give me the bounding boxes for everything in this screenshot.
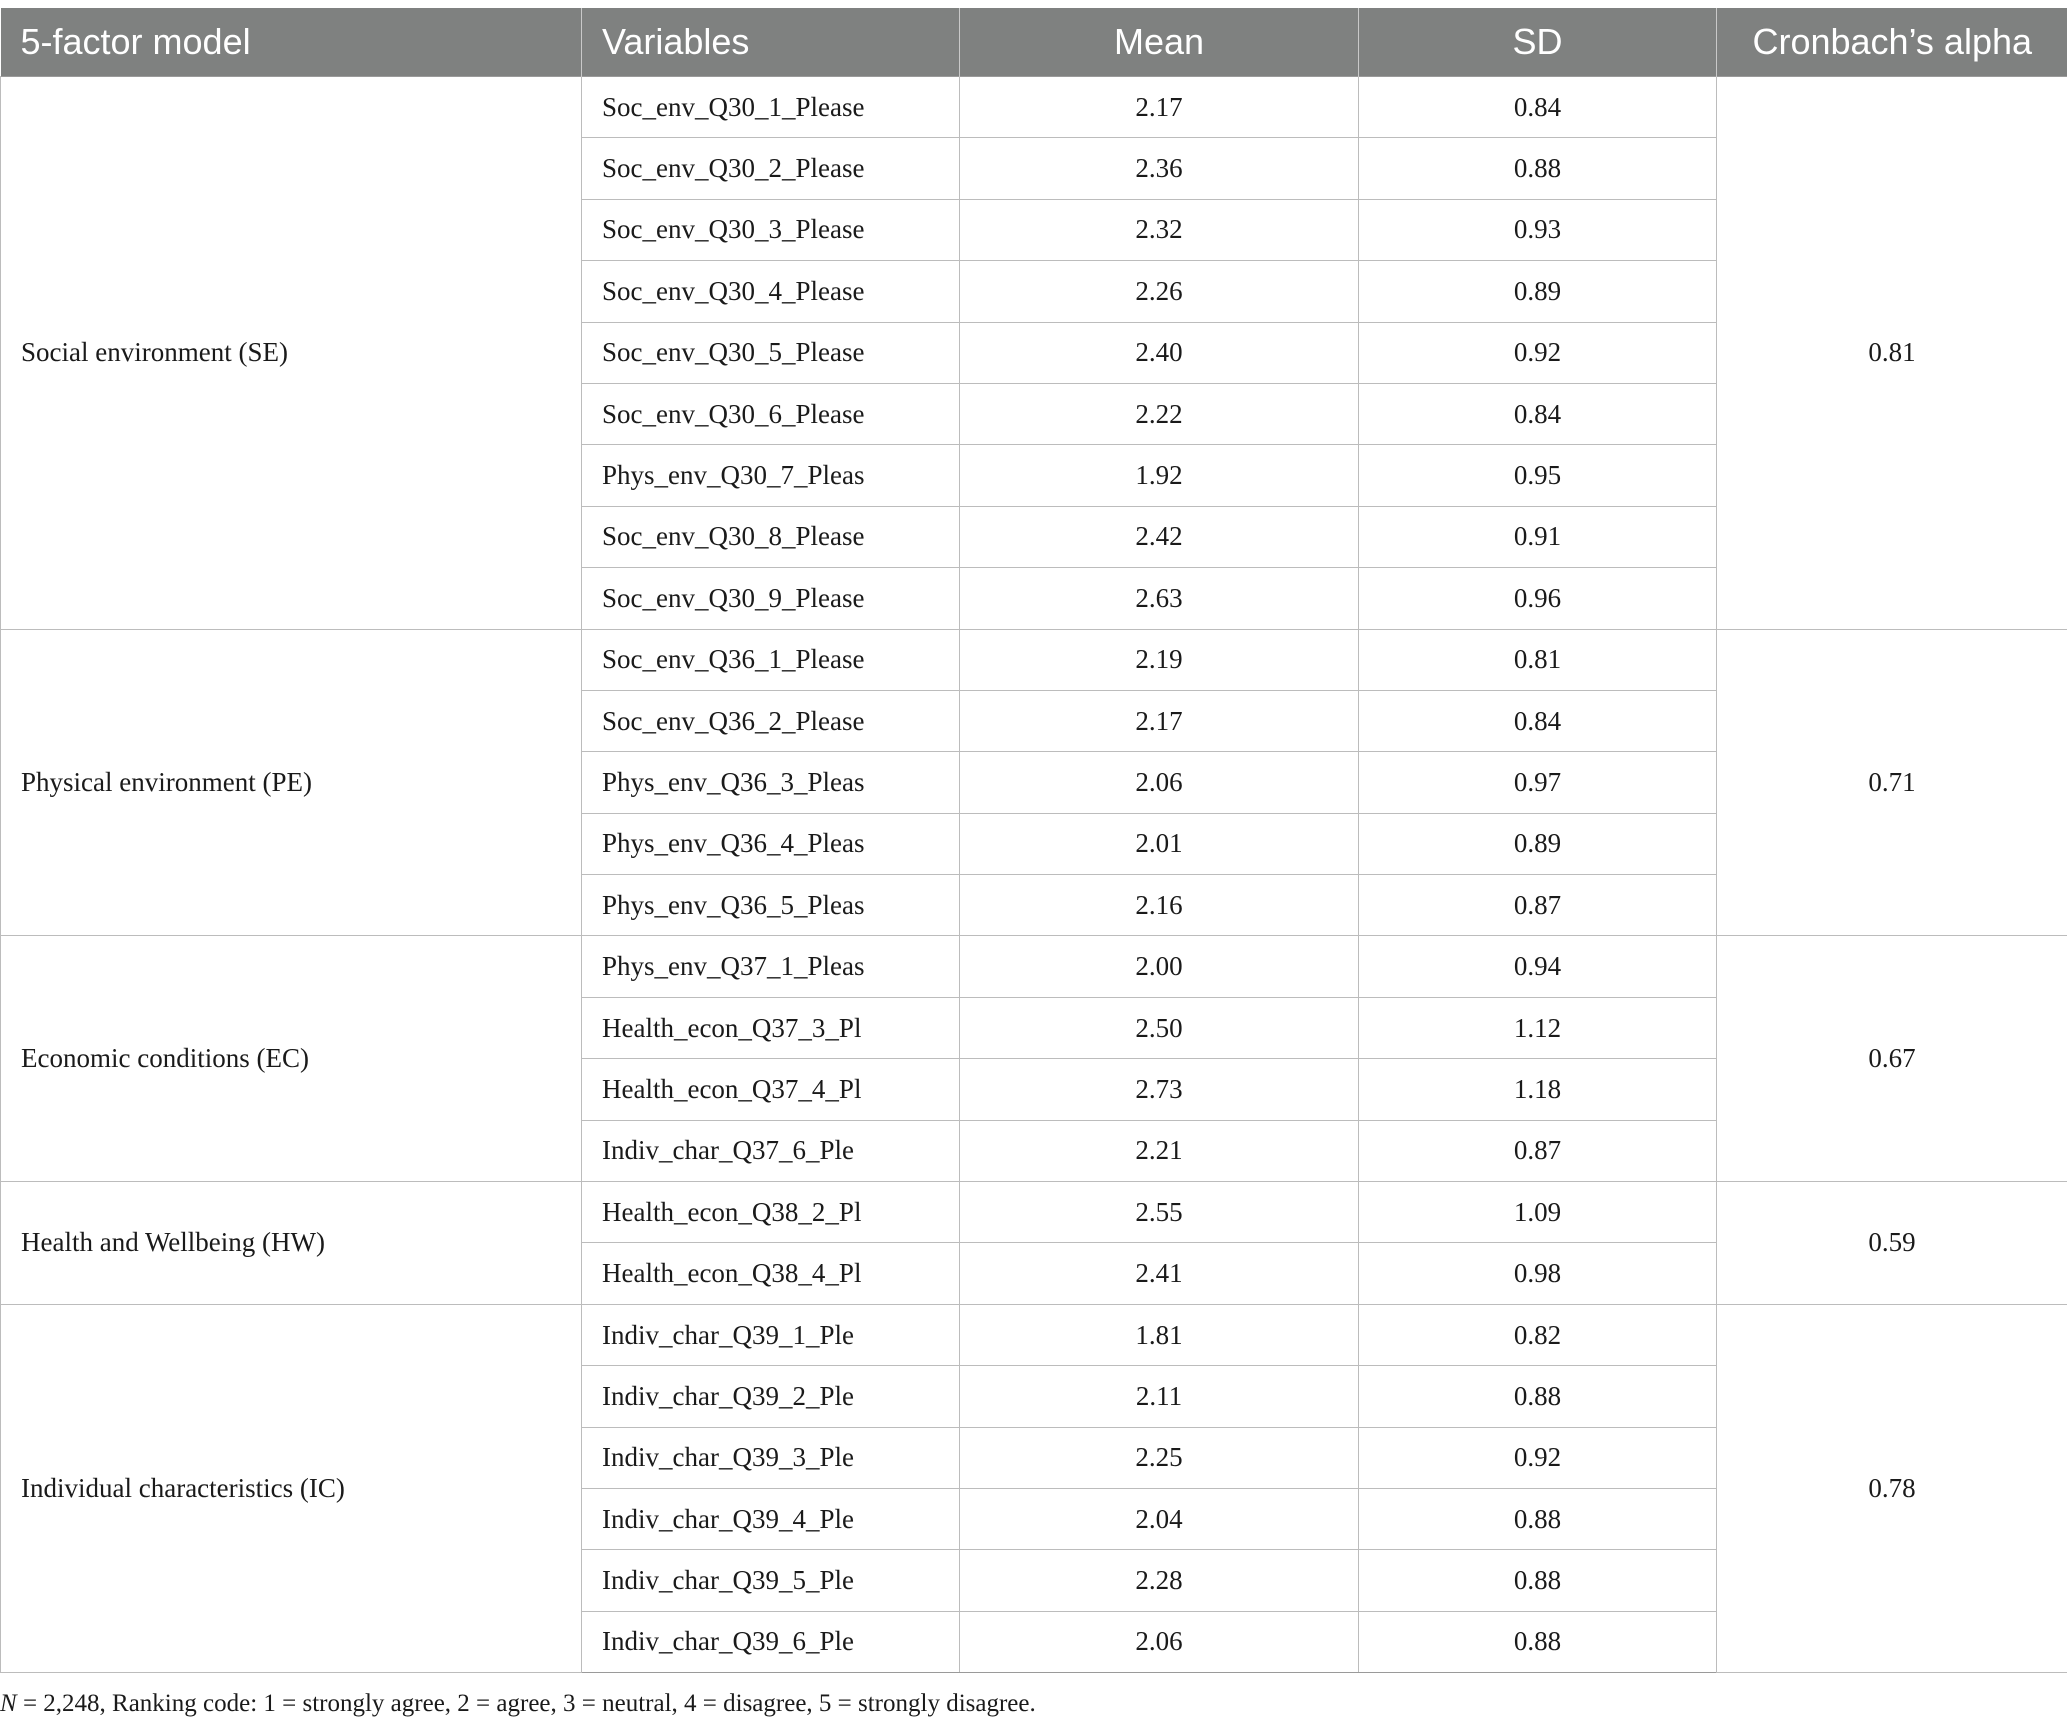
- variable-cell: Soc_env_Q30_5_Please: [582, 322, 960, 383]
- sd-cell: 0.87: [1359, 1120, 1717, 1181]
- variable-cell: Health_econ_Q37_4_Pl: [582, 1059, 960, 1120]
- sd-cell: 0.91: [1359, 506, 1717, 567]
- sd-cell: 0.89: [1359, 261, 1717, 322]
- mean-cell: 2.00: [960, 936, 1359, 997]
- stats-table: [0, 8, 2067, 1673]
- variable-cell: Phys_env_Q37_1_Pleas: [582, 936, 960, 997]
- variable-cell: Soc_env_Q30_2_Please: [582, 138, 960, 199]
- variable-cell: Soc_env_Q30_9_Please: [582, 568, 960, 629]
- variable-cell: Indiv_char_Q39_5_Ple: [582, 1550, 960, 1611]
- mean-cell: 2.21: [960, 1120, 1359, 1181]
- sd-cell: 0.82: [1359, 1304, 1717, 1365]
- table-row: [1, 1182, 2067, 1243]
- mean-cell: 2.55: [960, 1182, 1359, 1243]
- factor-cell: Economic conditions (EC): [1, 936, 582, 1182]
- variable-cell: Indiv_char_Q39_2_Ple: [582, 1366, 960, 1427]
- variable-cell: Indiv_char_Q37_6_Ple: [582, 1120, 960, 1181]
- table-footnote: [0, 1690, 1036, 1718]
- variable-cell: Soc_env_Q30_8_Please: [582, 506, 960, 567]
- variable-cell: Health_econ_Q37_3_Pl: [582, 997, 960, 1058]
- header-mean: Mean: [960, 8, 1359, 77]
- mean-cell: 2.16: [960, 875, 1359, 936]
- sd-cell: 1.18: [1359, 1059, 1717, 1120]
- table-body: [1, 77, 2067, 1673]
- sd-cell: 0.88: [1359, 1611, 1717, 1672]
- factor-cell: Social environment (SE): [1, 77, 582, 630]
- header-sd: SD: [1359, 8, 1717, 77]
- sd-cell: 0.88: [1359, 1366, 1717, 1427]
- table-header: [1, 8, 2067, 77]
- alpha-cell: 0.67: [1717, 936, 2067, 1182]
- footnote-n-symbol: N: [0, 1690, 17, 1717]
- factor-cell: Physical environment (PE): [1, 629, 582, 936]
- mean-cell: 2.17: [960, 690, 1359, 751]
- sd-cell: 0.88: [1359, 138, 1717, 199]
- footnote-text: = 2,248, Ranking code: 1 = strongly agree, 2 = agree, 3 = neutral, 4 = disagree, 5 = strongly disagree.: [16, 1690, 1036, 1717]
- sd-cell: 1.12: [1359, 997, 1717, 1058]
- sd-cell: 0.93: [1359, 199, 1717, 260]
- mean-cell: 2.41: [960, 1243, 1359, 1304]
- mean-cell: 2.73: [960, 1059, 1359, 1120]
- sd-cell: 0.88: [1359, 1488, 1717, 1549]
- table-row: [1, 77, 2067, 138]
- sd-cell: 0.92: [1359, 322, 1717, 383]
- mean-cell: 1.92: [960, 445, 1359, 506]
- mean-cell: 2.50: [960, 997, 1359, 1058]
- mean-cell: 2.32: [960, 199, 1359, 260]
- header-cronbach-alpha: Cronbach’s alpha: [1717, 8, 2067, 77]
- mean-cell: 2.42: [960, 506, 1359, 567]
- sd-cell: 0.96: [1359, 568, 1717, 629]
- mean-cell: 1.81: [960, 1304, 1359, 1365]
- variable-cell: Soc_env_Q30_3_Please: [582, 199, 960, 260]
- mean-cell: 2.01: [960, 813, 1359, 874]
- mean-cell: 2.04: [960, 1488, 1359, 1549]
- sd-cell: 0.84: [1359, 77, 1717, 138]
- sd-cell: 0.94: [1359, 936, 1717, 997]
- sd-cell: 0.88: [1359, 1550, 1717, 1611]
- variable-cell: Phys_env_Q36_3_Pleas: [582, 752, 960, 813]
- mean-cell: 2.11: [960, 1366, 1359, 1427]
- alpha-cell: 0.81: [1717, 77, 2067, 630]
- variable-cell: Soc_env_Q36_2_Please: [582, 690, 960, 751]
- mean-cell: 2.19: [960, 629, 1359, 690]
- variable-cell: Soc_env_Q30_4_Please: [582, 261, 960, 322]
- table-row: [1, 936, 2067, 997]
- mean-cell: 2.40: [960, 322, 1359, 383]
- sd-cell: 0.84: [1359, 690, 1717, 751]
- variable-cell: Soc_env_Q30_6_Please: [582, 383, 960, 444]
- header-factor-model: 5-factor model: [1, 8, 582, 77]
- variable-cell: Indiv_char_Q39_1_Ple: [582, 1304, 960, 1365]
- mean-cell: 2.17: [960, 77, 1359, 138]
- mean-cell: 2.28: [960, 1550, 1359, 1611]
- variable-cell: Indiv_char_Q39_3_Ple: [582, 1427, 960, 1488]
- sd-cell: 0.95: [1359, 445, 1717, 506]
- sd-cell: 0.92: [1359, 1427, 1717, 1488]
- table-row: [1, 629, 2067, 690]
- mean-cell: 2.06: [960, 752, 1359, 813]
- sd-cell: 0.97: [1359, 752, 1717, 813]
- variable-cell: Phys_env_Q36_4_Pleas: [582, 813, 960, 874]
- variable-cell: Phys_env_Q36_5_Pleas: [582, 875, 960, 936]
- factor-cell: Individual characteristics (IC): [1, 1304, 582, 1672]
- sd-cell: 0.81: [1359, 629, 1717, 690]
- sd-cell: 0.84: [1359, 383, 1717, 444]
- sd-cell: 0.98: [1359, 1243, 1717, 1304]
- variable-cell: Phys_env_Q30_7_Pleas: [582, 445, 960, 506]
- factor-cell: Health and Wellbeing (HW): [1, 1182, 582, 1305]
- variable-cell: Health_econ_Q38_4_Pl: [582, 1243, 960, 1304]
- alpha-cell: 0.78: [1717, 1304, 2067, 1672]
- variable-cell: Indiv_char_Q39_6_Ple: [582, 1611, 960, 1672]
- mean-cell: 2.36: [960, 138, 1359, 199]
- variable-cell: Health_econ_Q38_2_Pl: [582, 1182, 960, 1243]
- mean-cell: 2.63: [960, 568, 1359, 629]
- variable-cell: Soc_env_Q36_1_Please: [582, 629, 960, 690]
- alpha-cell: 0.71: [1717, 629, 2067, 936]
- alpha-cell: 0.59: [1717, 1182, 2067, 1305]
- mean-cell: 2.26: [960, 261, 1359, 322]
- variable-cell: Soc_env_Q30_1_Please: [582, 77, 960, 138]
- sd-cell: 1.09: [1359, 1182, 1717, 1243]
- mean-cell: 2.22: [960, 383, 1359, 444]
- mean-cell: 2.25: [960, 1427, 1359, 1488]
- table-row: [1, 1304, 2067, 1365]
- sd-cell: 0.89: [1359, 813, 1717, 874]
- header-variables: Variables: [582, 8, 960, 77]
- sd-cell: 0.87: [1359, 875, 1717, 936]
- mean-cell: 2.06: [960, 1611, 1359, 1672]
- variable-cell: Indiv_char_Q39_4_Ple: [582, 1488, 960, 1549]
- header-row: [1, 8, 2067, 77]
